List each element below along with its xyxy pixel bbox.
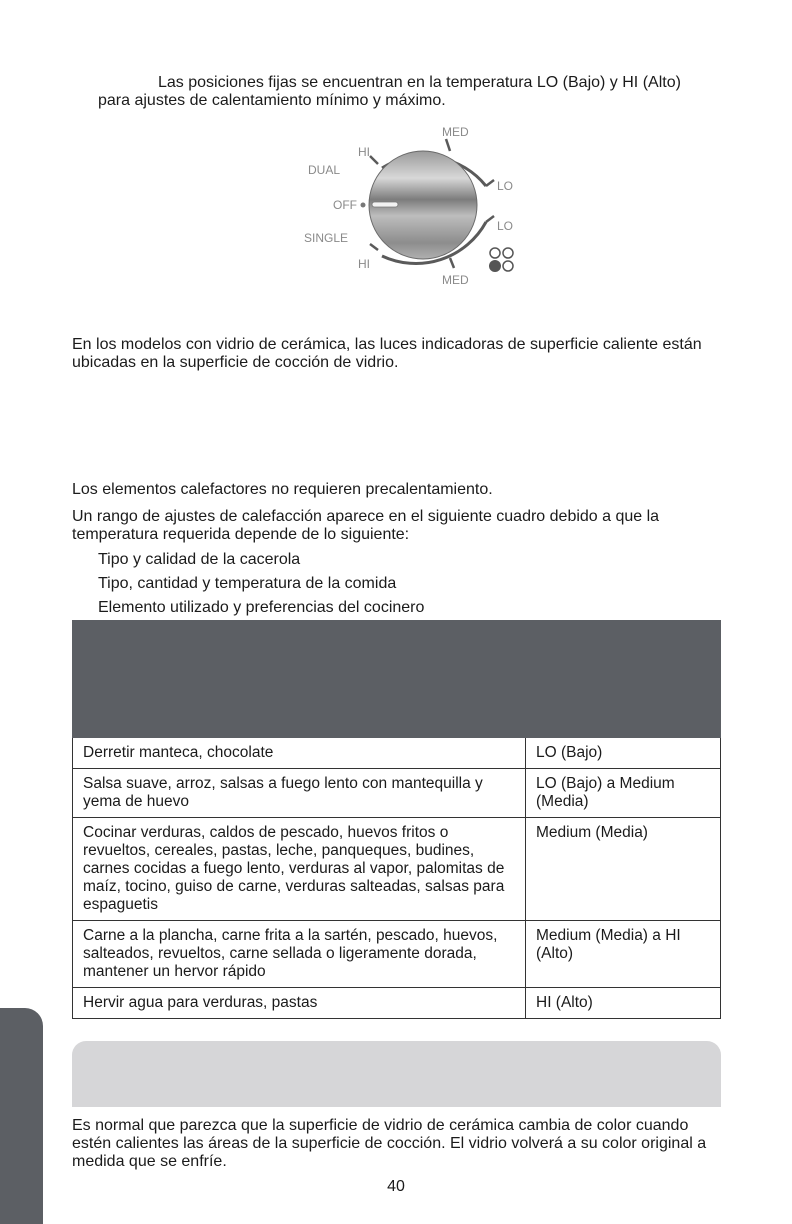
header-cell-use xyxy=(73,621,526,738)
use-cell: Cocinar verduras, caldos de pescado, huevos fritos o revueltos, cereales, pastas, leche, panqueques, budines, carnes cocidas a fuego lento, verduras al vapor, palomitas de maíz, tocino, guiso de carne, verduras salteadas, salsas para espaguetis xyxy=(73,818,526,921)
label-off: OFF xyxy=(333,198,357,212)
label-lo-lower: LO xyxy=(497,219,514,233)
setting-cell: Medium (Media) xyxy=(526,818,721,921)
setting-cell: LO (Bajo) xyxy=(526,738,721,769)
label-med-top: MED xyxy=(442,125,469,139)
header-cell-setting xyxy=(526,621,721,707)
table-row xyxy=(73,818,721,921)
table-row xyxy=(73,769,721,818)
label-med-bottom: MED xyxy=(442,273,469,287)
use-cell: Carne a la plancha, carne frita a la sartén, pescado, huevos, salteados, revueltos, carne sellada o ligeramente dorada, mantener un hervor rápido xyxy=(73,921,526,988)
list-item: Elemento utilizado y preferencias del cocinero xyxy=(98,599,425,616)
label-hi-bottom: HI xyxy=(358,257,370,271)
use-cell: Hervir agua para verduras, pastas xyxy=(73,988,526,1019)
header-subcell xyxy=(526,706,721,737)
knob-pointer xyxy=(372,202,398,207)
factors-list xyxy=(98,548,424,620)
section-side-tab xyxy=(0,1008,43,1224)
use-cell: Derretir manteca, chocolate xyxy=(73,738,526,769)
setting-cell: Medium (Media) a HI (Alto) xyxy=(526,921,721,988)
setting-cell: LO (Bajo) a Medium (Media) xyxy=(526,769,721,818)
use-cell: Salsa suave, arroz, salsas a fuego lento con mantequilla y yema de huevo xyxy=(73,769,526,818)
dual-element-icon xyxy=(489,248,513,272)
off-dot xyxy=(361,203,366,208)
note-banner xyxy=(72,1041,721,1107)
preheat-paragraph: Los elementos calefactores no requieren precalentamiento. xyxy=(72,481,493,498)
list-item: Tipo, cantidad y temperatura de la comida xyxy=(98,575,397,592)
table-header-row xyxy=(73,621,721,707)
table-row xyxy=(73,988,721,1019)
label-dual: DUAL xyxy=(308,163,341,177)
indicator-lights-paragraph: En los modelos con vidrio de cerámica, las luces indicadoras de superficie caliente están ubicadas en la superficie de cocción de vidrio. xyxy=(72,336,702,371)
table-row xyxy=(73,921,721,988)
table-row xyxy=(73,738,721,769)
glass-note-paragraph: Es normal que parezca que la superficie de vidrio de cerámica cambia de color cuando estén calientes las áreas de la superficie de cocción. El vidrio volverá a su color original a medida que se enfríe. xyxy=(72,1117,707,1170)
setting-cell: HI (Alto) xyxy=(526,988,721,1019)
list-item: Tipo y calidad de la cacerola xyxy=(98,551,301,568)
label-lo-upper: LO xyxy=(497,179,514,193)
intro-paragraph: Las posiciones fijas se encuentran en la temperatura LO (Bajo) y HI (Alto) para ajustes de calentamiento mínimo y máximo. xyxy=(98,74,681,109)
label-hi-top: HI xyxy=(358,145,370,159)
range-paragraph: Un rango de ajustes de calefacción aparece en el siguiente cuadro debido a que la temperatura requerida depende de lo siguiente: xyxy=(72,508,660,543)
label-single: SINGLE xyxy=(304,231,349,245)
page-number: 40 xyxy=(387,1178,405,1195)
heat-settings-table xyxy=(72,620,721,1019)
control-knob-diagram xyxy=(290,118,530,298)
